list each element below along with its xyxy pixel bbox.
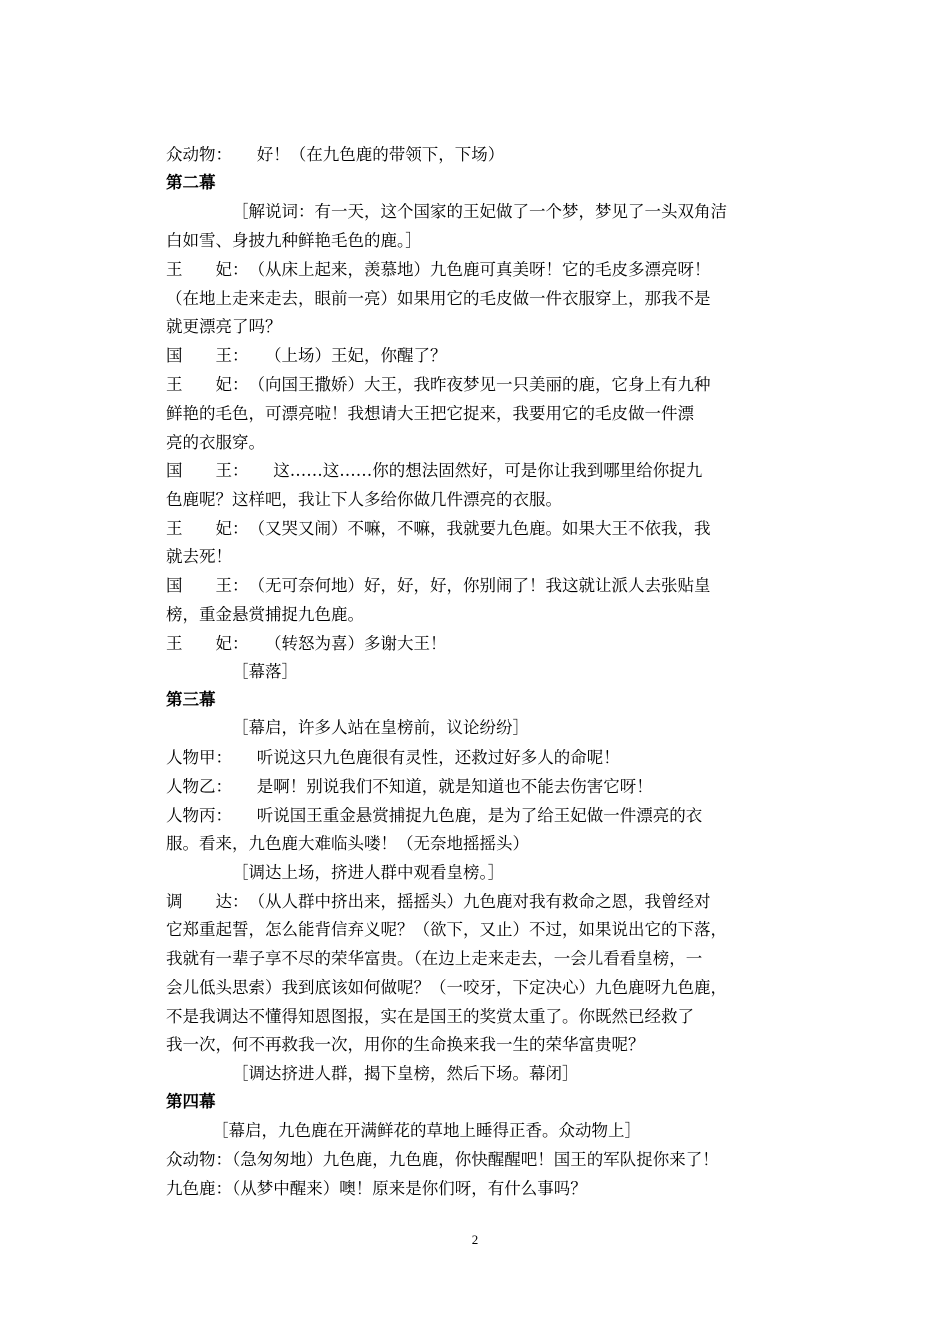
text-line: 会儿低头思索）我到底该如何做呢？（一咬牙，下定决心）九色鹿呀九色鹿， xyxy=(166,978,727,997)
text-line: 不是我调达不懂得知恩图报，实在是国王的奖赏太重了。你既然已经救了 xyxy=(166,1007,694,1026)
text-line: 人物乙： 是啊！别说我们不知道，就是知道也不能去伤害它呀！ xyxy=(166,777,653,796)
text-line: 榜，重金悬赏捕捉九色鹿。 xyxy=(166,605,364,624)
stage-direction: ［解说词：有一天，这个国家的王妃做了一个梦，梦见了一头双角洁 xyxy=(232,202,727,221)
text-line: 白如雪、身披九种鲜艳毛色的鹿。］ xyxy=(166,231,422,250)
text-line: 鲜艳的毛色，可漂亮啦！我想请大王把它捉来，我要用它的毛皮做一件漂 xyxy=(166,404,694,423)
text-line: 就去死！ xyxy=(166,547,232,566)
page-number: 2 xyxy=(471,1232,479,1247)
text-line: 就更漂亮了吗？ xyxy=(166,317,282,336)
text-line: 九色鹿：（从梦中醒来）噢！原来是你们呀，有什么事吗？ xyxy=(166,1179,587,1198)
text-line: （在地上走来走去，眼前一亮）如果用它的毛皮做一件衣服穿上，那我不是 xyxy=(166,289,711,308)
text-line: 王 妃： （向国王撒娇）大王，我昨夜梦见一只美丽的鹿，它身上有九种 xyxy=(166,375,711,394)
text-line: 人物丙： 听说国王重金悬赏捕捉九色鹿，是为了给王妃做一件漂亮的衣 xyxy=(166,806,703,825)
text-line: 众动物：（急匆匆地）九色鹿，九色鹿，你快醒醒吧！国王的军队捉你来了！ xyxy=(166,1150,719,1169)
text-line: 它郑重起誓，怎么能背信弃义呢？（欲下，又止）不过，如果说出它的下落， xyxy=(166,920,727,939)
text-line: 亮的衣服穿。 xyxy=(166,433,265,452)
text-line: 国 王： （无可奈何地）好，好，好，你别闹了！我这就让派人去张贴皇 xyxy=(166,576,711,595)
scene-heading: 第二幕 xyxy=(166,173,216,192)
text-line: 我一次，何不再救我一次，用你的生命换来我一生的荣华富贵呢？ xyxy=(166,1035,645,1054)
text-line: 王 妃： （转怒为喜）多谢大王！ xyxy=(166,634,447,653)
text-line: 国 王： （上场）王妃，你醒了？ xyxy=(166,346,447,365)
text-line: 服。看来，九色鹿大难临头喽！（无奈地摇摇头） xyxy=(166,834,529,853)
stage-direction: ［幕启，九色鹿在开满鲜花的草地上睡得正香。众动物上］ xyxy=(212,1121,641,1140)
text-line: 众动物： 好！（在九色鹿的带领下，下场） xyxy=(166,145,505,164)
scene-heading: 第三幕 xyxy=(166,690,216,709)
text-line: 王 妃： （从床上起来，羡慕地）九色鹿可真美呀！它的毛皮多漂亮呀！ xyxy=(166,260,711,279)
stage-direction: ［调达挤进人群，揭下皇榜，然后下场。幕闭］ xyxy=(232,1064,579,1083)
scene-heading: 第四幕 xyxy=(166,1092,216,1111)
stage-direction: ［幕启，许多人站在皇榜前，议论纷纷］ xyxy=(232,718,529,737)
text-line: 我就有一辈子享不尽的荣华富贵。（在边上走来走去，一会儿看看皇榜，一 xyxy=(166,949,703,968)
text-line: 国 王： 这……这……你的想法固然好，可是你让我到哪里给你捉九 xyxy=(166,461,703,480)
text-line: 人物甲： 听说这只九色鹿很有灵性，还救过好多人的命呢！ xyxy=(166,748,620,767)
text-line: 调 达： （从人群中挤出来，摇摇头）九色鹿对我有救命之恩，我曾经对 xyxy=(166,892,711,911)
text-line: 王 妃： （又哭又闹）不嘛，不嘛，我就要九色鹿。如果大王不依我，我 xyxy=(166,519,711,538)
text-line: 色鹿呢？这样吧，我让下人多给你做几件漂亮的衣服。 xyxy=(166,490,562,509)
stage-direction: ［幕落］ xyxy=(232,662,298,681)
stage-direction: ［调达上场，挤进人群中观看皇榜。］ xyxy=(232,863,505,882)
